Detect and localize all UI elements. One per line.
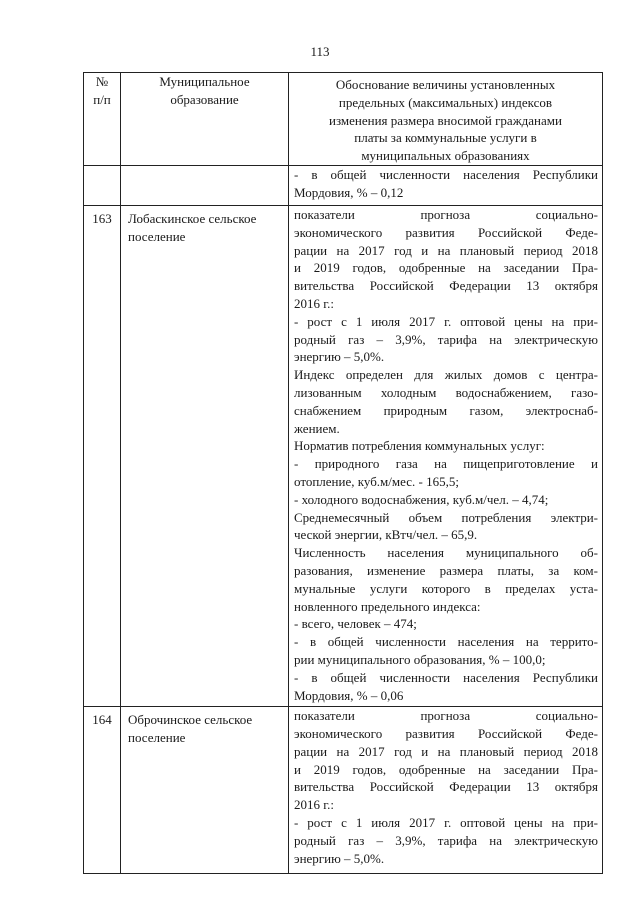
table-row (84, 165, 603, 205)
justification-line: - холодного водоснабжения, куб.м/чел. – 4,74; (294, 491, 549, 507)
justification-line: энергию – 5,0%. (294, 349, 385, 365)
justification-line: родный газ – 3,9%, тарифа на электрическую (294, 331, 598, 347)
justification-line: отопление, куб.м/мес. - 165,5; (294, 473, 459, 489)
row-municipality: Лобаскинское сельское поселение (121, 205, 289, 706)
justification-line: энергию – 5,0%. (294, 850, 385, 866)
justification-line: показатели прогноза социально- (294, 206, 598, 222)
justification-line: снабжением природным газом, электроснаб- (294, 402, 598, 418)
justification-line: новленного предельного индекса: (294, 598, 481, 614)
justification-line: Индекс определен для жилых домов с центра- (294, 367, 598, 383)
justification-line: - природного газа на пищеприготовление и (294, 456, 598, 472)
justification-line: 2016 г.: (294, 295, 334, 311)
row-number (84, 165, 121, 205)
justification-line: Норматив потребления коммунальных услуг: (294, 438, 545, 454)
justification-line: - в общей численности населения на террито- (294, 634, 598, 650)
header-justification: Обоснование величины установленных предельных (максимальных) индексов изменения размера вносимой гражданами платы за коммунальные услуги в муниципальных образованиях (289, 73, 603, 166)
justification-line: - рост с 1 июля 2017 г. оптовой цены на при- (294, 313, 598, 329)
justification-line: - в общей численности населения Республики (294, 166, 598, 182)
justification-line: экономического развития Российской Феде- (294, 224, 598, 240)
tariff-index-table (83, 72, 603, 874)
justification-line: вительства Российской Федерации 13 октября (294, 779, 598, 795)
justification-line: рации на 2017 год и на плановый период 2018 (294, 242, 598, 258)
justification-line: Мордовия, % – 0,12 (294, 184, 404, 200)
table-row (84, 707, 603, 874)
row-number: 164 (84, 707, 121, 874)
justification-line: - всего, человек – 474; (294, 616, 417, 632)
justification-line: рии муниципального образования, % – 100,0; (294, 651, 546, 667)
justification-line: ческой энергии, кВтч/чел. – 65,9. (294, 527, 478, 543)
justification-line: жением. (294, 420, 340, 436)
justification-line: родный газ – 3,9%, тарифа на электрическую (294, 832, 598, 848)
table-header-row (84, 73, 603, 166)
row-municipality (121, 165, 289, 205)
justification-line: и 2019 годов, одобренные на заседании Пра- (294, 260, 598, 276)
justification-line: Среднемесячный объем потребления электри- (294, 509, 598, 525)
justification-line: экономического развития Российской Феде- (294, 726, 598, 742)
row-justification (289, 205, 603, 706)
justification-line: и 2019 годов, одобренные на заседании Пра- (294, 761, 598, 777)
page-number: 113 (310, 44, 330, 59)
header-municipality: Муниципальное образование (121, 73, 289, 166)
justification-line: - в общей численности населения Республики (294, 669, 598, 685)
justification-line: разования, изменение размера платы, за ком- (294, 562, 598, 578)
justification-line: вительства Российской Федерации 13 октября (294, 278, 598, 294)
justification-line: - рост с 1 июля 2017 г. оптовой цены на при- (294, 815, 598, 831)
table-row (84, 205, 603, 706)
justification-line: показатели прогноза социально- (294, 708, 598, 724)
justification-line: мунальные услуги которого в пределах уста- (294, 580, 598, 596)
row-number: 163 (84, 205, 121, 706)
row-justification (289, 165, 603, 205)
justification-line: Численность населения муниципального об- (294, 545, 598, 561)
row-justification (289, 707, 603, 874)
row-municipality: Оброчинское сельское поселение (121, 707, 289, 874)
justification-line: лизованным холодным водоснабжением, газо- (294, 384, 598, 400)
justification-line: рации на 2017 год и на плановый период 2018 (294, 743, 598, 759)
justification-line: 2016 г.: (294, 797, 334, 813)
header-number: № п/п (84, 73, 121, 166)
justification-line: Мордовия, % – 0,06 (294, 687, 404, 703)
